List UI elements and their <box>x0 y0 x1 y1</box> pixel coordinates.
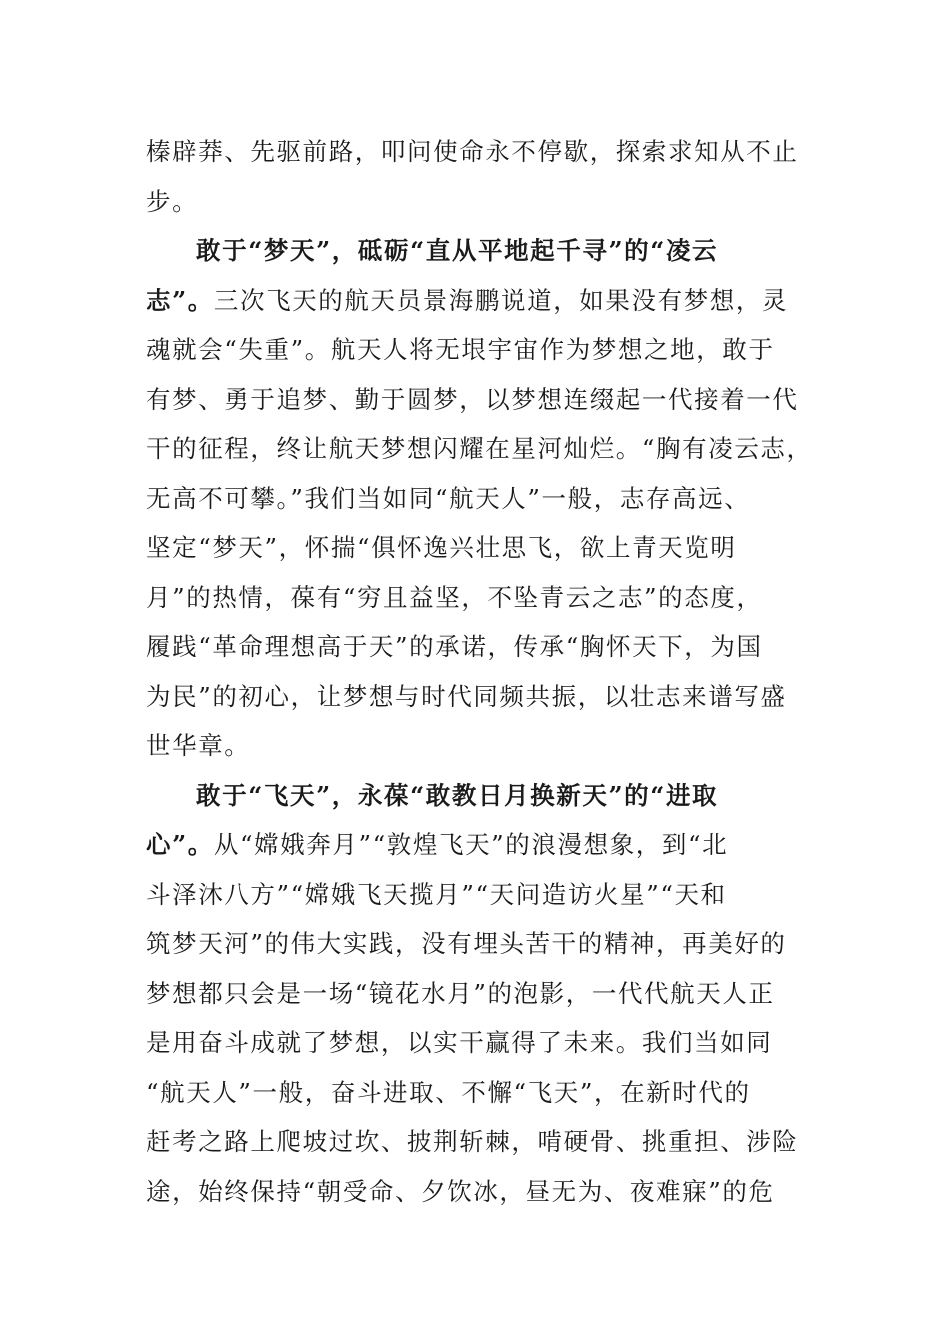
paragraph-3-line-4: 筑梦天河”的伟大实践，没有埋头苦干的精神，再美好的 <box>146 929 787 958</box>
paragraph-3-line-8: 赶考之路上爬坡过坎、披荆斩棘，啃硬骨、挑重担、涉险 <box>146 1127 799 1156</box>
paragraph-2-line-10: 为民”的初心，让梦想与时代同频共振，以壮志来谱写盛 <box>146 682 787 711</box>
paragraph-2-line-3: 魂就会“失重”。航天人将无垠宇宙作为梦想之地，敢于 <box>146 335 775 364</box>
paragraph-2-line-2 <box>146 276 788 326</box>
paragraph-3-heading: 敢于“飞天”，永葆“敢教日月换新天”的“进取 <box>196 781 719 810</box>
paragraph-2-heading: 敢于“梦天”，砥砺“直从平地起千寻”的“凌云 <box>196 236 719 265</box>
paragraph-2-line-2-text: 三次飞天的航天员景海鹏说道，如果没有梦想，灵 <box>213 286 789 315</box>
paragraph-1-line-1: 榛辟莽、先驱前路，叩问使命永不停歇，探索求知从不止 <box>146 137 799 166</box>
paragraph-3-line-5: 梦想都只会是一场“镜花水月”的泡影，一代代航天人正 <box>146 979 775 1008</box>
paragraph-3-line-2-text: 从“嫦娥奔月”“敦煌飞天”的浪漫想象，到“北 <box>213 830 729 859</box>
paragraph-2-line-5: 干的征程，终让航天梦想闪耀在星河灿烂。“胸有凌云志， <box>146 434 813 463</box>
paragraph-2-line-8: 月”的热情，葆有“穷且益坚，不坠青云之志”的态度， <box>146 583 763 612</box>
paragraph-1-line-2: 步。 <box>146 187 199 216</box>
paragraph-3-line-6: 是用奋斗成就了梦想，以实干赢得了未来。我们当如同 <box>146 1028 773 1057</box>
paragraph-2-line-7: 坚定“梦天”，怀揣“俱怀逸兴壮思飞，欲上青天览明 <box>146 533 737 562</box>
paragraph-2-line-6: 无高不可攀。”我们当如同“航天人”一般，志存高远、 <box>146 484 751 513</box>
paragraph-2-line-11: 世华章。 <box>146 731 251 760</box>
paragraph-3-line-7: “航天人”一般，奋斗进取、不懈“飞天”，在新时代的 <box>146 1078 751 1107</box>
paragraph-3-line-9: 途，始终保持“朝受命、夕饮冰，昼无为、夜难寐”的危 <box>146 1177 775 1206</box>
paragraph-2-line-4: 有梦、勇于追梦、勤于圆梦，以梦想连缀起一代接着一代 <box>146 385 799 414</box>
paragraph-3-line-2 <box>146 820 728 870</box>
paragraph-3-heading-tail: 心”。 <box>146 830 214 859</box>
paragraph-3-line-3: 斗泽沐八方”“嫦娥飞天揽月”“天问造访火星”“天和 <box>146 880 727 909</box>
paragraph-2-line-9: 履践“革命理想高于天”的承诺，传承“胸怀天下，为国 <box>146 632 763 661</box>
paragraph-2-heading-tail: 志”。 <box>146 286 214 315</box>
